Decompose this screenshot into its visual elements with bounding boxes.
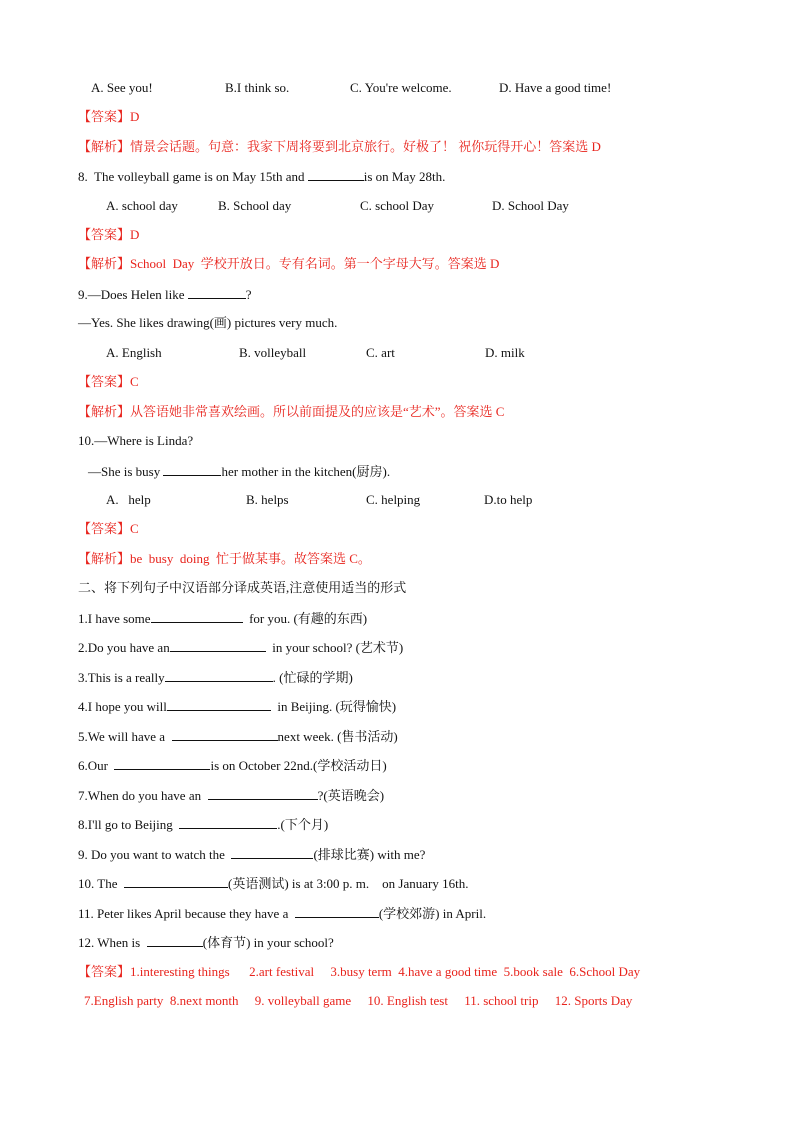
q7-option-d: D. Have a good time! (499, 80, 612, 95)
translate-blank-5 (172, 728, 278, 741)
translate-blank-8 (179, 816, 277, 829)
q9-option-a: A. English (106, 345, 162, 360)
q8-analysis: 【解析】School Day 学校开放日。专有名词。第一个字母大写。答案选 D (78, 256, 500, 271)
q10-stem: 10.—Where is Linda? (78, 433, 194, 448)
translate-blank-9 (231, 846, 313, 859)
q7-option-b: B.I think so. (225, 80, 290, 95)
translate-blank-1 (151, 610, 243, 623)
translate-item-9: 9. Do you want to watch the (排球比赛) with me? (78, 847, 426, 862)
translate-item-11: 11. Peter likes April because they have a (学校郊游) in April. (78, 906, 487, 921)
q9-option-b: B. volleyball (239, 345, 307, 360)
translate-item-12: 12. When is (体育节) in your school? (78, 935, 334, 950)
section2-answers-line-2: 7.English party 8.next month 9. volleyball game 10. English test 11. school trip 12. Sports Day (84, 993, 633, 1008)
translate-blank-6 (114, 757, 210, 770)
section2-answers-line-1: 【答案】1.interesting things 2.art festival 3.busy term 4.have a good time 5.book sale 6.School Day (78, 964, 641, 979)
translate-item-3: 3.This is a really . (忙碌的学期) (78, 670, 353, 685)
q8-option-d: D. School Day (492, 198, 569, 213)
q8-option-a: A. school day (106, 198, 178, 213)
q10-reply: —She is busy her mother in the kitchen(厨房). (88, 464, 391, 479)
translate-blank-10 (124, 875, 228, 888)
translate-item-10: 10. The (英语测试) is at 3:00 p. m. on January 16th. (78, 876, 469, 891)
q10-option-b: B. helps (246, 492, 289, 507)
q9-stem: 9.—Does Helen like ? (78, 287, 252, 302)
translate-item-7: 7.When do you have an ?(英语晚会) (78, 788, 385, 803)
translate-item-8: 8.I'll go to Beijing .(下个月) (78, 817, 329, 832)
q10-answer: 【答案】C (78, 521, 139, 536)
translate-blank-3 (165, 669, 273, 682)
translate-blank-11 (295, 905, 379, 918)
q7-option-a: A. See you! (91, 80, 153, 95)
translate-blank-12 (147, 934, 203, 947)
translate-blank-4 (167, 698, 271, 711)
q10-option-d: D.to help (484, 492, 533, 507)
translate-item-5: 5.We will have a next week. (售书活动) (78, 729, 398, 744)
translate-item-4: 4.I hope you will in Beijing. (玩得愉快) (78, 699, 397, 714)
q9-analysis: 【解析】从答语她非常喜欢绘画。所以前面提及的应该是“艺术”。答案选 C (78, 404, 505, 419)
q7-answer: 【答案】D (78, 109, 140, 124)
q10-option-a: A. help (106, 492, 151, 507)
q7-option-c: C. You're welcome. (350, 80, 452, 95)
q9-answer: 【答案】C (78, 374, 139, 389)
q8-blank (308, 168, 364, 181)
q9-option-c: C. art (366, 345, 395, 360)
q8-option-b: B. School day (218, 198, 292, 213)
q8-stem: 8. The volleyball game is on May 15th and is on May 28th. (78, 169, 446, 184)
section2-title: 二、将下列句子中汉语部分译成英语,注意使用适当的形式 (78, 580, 407, 595)
translate-item-6: 6.Our is on October 22nd.(学校活动日) (78, 758, 387, 773)
q9-blank (188, 286, 246, 299)
q8-answer: 【答案】D (78, 227, 140, 242)
q10-analysis: 【解析】be busy doing 忙于做某事。故答案选 C。 (78, 551, 371, 566)
q10-option-c: C. helping (366, 492, 421, 507)
q9-reply: —Yes. She likes drawing(画) pictures very much. (78, 315, 338, 330)
q7-analysis: 【解析】情景会话题。句意：我家下周将要到北京旅行。好极了！ 祝你玩得开心！答案选 D (78, 139, 601, 154)
q10-blank (163, 463, 221, 476)
translate-blank-2 (170, 639, 266, 652)
translate-item-1: 1.I have some for you. (有趣的东西) (78, 611, 368, 626)
translate-blank-7 (208, 787, 318, 800)
translate-item-2: 2.Do you have an in your school? (艺术节) (78, 640, 404, 655)
q9-option-d: D. milk (485, 345, 525, 360)
q8-option-c: C. school Day (360, 198, 435, 213)
